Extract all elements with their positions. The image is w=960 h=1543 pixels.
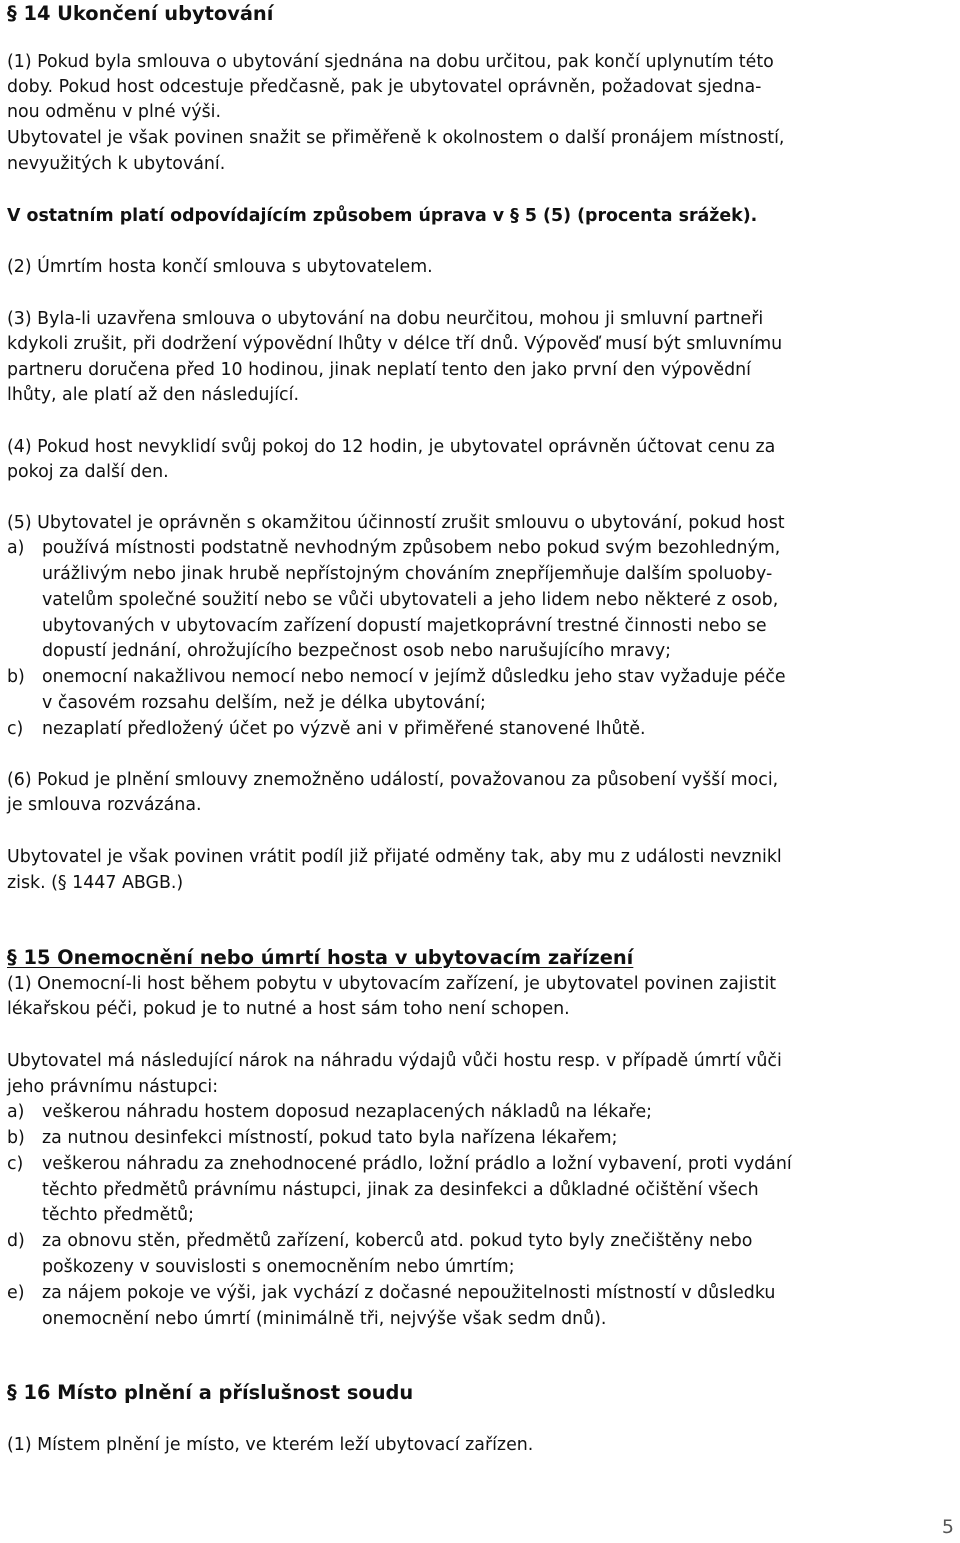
paragraph-line: (1) Onemocní-li host během pobytu v ubytovacím zařízení, je ubytovatel povinen zajistit [7, 974, 777, 994]
list-marker: b) [7, 1128, 25, 1148]
paragraph-line: je smlouva rozvázána. [7, 795, 202, 815]
paragraph-line: (2) Úmrtím hosta končí smlouva s ubytovatelem. [7, 257, 433, 277]
list-item-line: v časovém rozsahu delším, než je délka ubytování; [42, 693, 486, 713]
paragraph-line: (6) Pokud je plnění smlouvy znemožněno událostí, považovanou za působení vyšší moci, [7, 770, 779, 790]
paragraph-line: nou odměnu v plné výši. [7, 102, 222, 122]
page-number: 5 [941, 1516, 954, 1538]
list-item-line: veškerou náhradu za znehodnocené prádlo, ložní prádlo a ložní vybavení, proti vydání [42, 1154, 792, 1174]
list-marker: a) [7, 1102, 25, 1122]
list-item-line: za nájem pokoje ve výši, jak vychází z dočasné nepoužitelnosti místností v důsledku [42, 1283, 776, 1303]
paragraph-line-bold: V ostatním platí odpovídajícím způsobem úprava v § 5 (5) (procenta srážek). [7, 206, 758, 226]
list-item-line: za nutnou desinfekci místností, pokud tato byla nařízena lékařem; [42, 1128, 618, 1148]
list-marker: d) [7, 1231, 25, 1251]
list-marker: c) [7, 1154, 24, 1174]
list-marker: a) [7, 538, 25, 558]
paragraph-line: lhůty, ale platí až den následující. [7, 385, 299, 405]
list-marker: c) [7, 719, 24, 739]
paragraph-line: jeho právnímu nástupci: [7, 1077, 219, 1097]
list-marker: b) [7, 667, 25, 687]
paragraph-line: zisk. (§ 1447 ABGB.) [7, 873, 184, 893]
section-14-heading: § 14 Ukončení ubytování [7, 2, 274, 25]
paragraph-line: doby. Pokud host odcestuje předčasně, pak je ubytovatel oprávněn, požadovat sjedna- [7, 77, 762, 97]
list-item-line: těchto předmětů; [42, 1205, 194, 1225]
paragraph-line: nevyužitých k ubytování. [7, 154, 226, 174]
list-item-line: nezaplatí předložený účet po výzvě ani v přiměřené stanovené lhůtě. [42, 719, 646, 739]
list-item-line: používá místnosti podstatně nevhodným způsobem nebo pokud svým bezohledným, [42, 538, 781, 558]
paragraph-line: partneru doručena před 10 hodinou, jinak neplatí tento den jako první den výpovědní [7, 360, 751, 380]
list-item-line: onemocní nakažlivou nemocí nebo nemocí v jejímž důsledku jeho stav vyžaduje péče [42, 667, 786, 687]
paragraph-line: lékařskou péči, pokud je to nutné a host sám toho není schopen. [7, 999, 570, 1019]
paragraph-line: kdykoli zrušit, při dodržení výpovědní lhůty v délce tří dnů. Výpověď musí být smluvnímu [7, 334, 783, 354]
paragraph-line: Ubytovatel má následující nárok na náhradu výdajů vůči hostu resp. v případě úmrtí vůči [7, 1051, 782, 1071]
list-item-line: veškerou náhradu hostem doposud nezaplacených nákladů na lékaře; [42, 1102, 653, 1122]
list-item-line: za obnovu stěn, předmětů zařízení, koberců atd. pokud tyto byly znečištěny nebo [42, 1231, 753, 1251]
paragraph-line: (5) Ubytovatel je oprávněn s okamžitou účinností zrušit smlouvu o ubytování, pokud host [7, 513, 785, 533]
section-15-heading: § 15 Onemocnění nebo úmrtí hosta v ubytovacím zařízení [7, 946, 634, 969]
paragraph-line: Ubytovatel je však povinen snažit se přiměřeně k okolnostem o další pronájem místností, [7, 128, 785, 148]
paragraph-line: (4) Pokud host nevyklidí svůj pokoj do 12 hodin, je ubytovatel oprávněn účtovat cenu za [7, 437, 776, 457]
list-item-line: těchto předmětů právnímu nástupci, jinak za desinfekci a důkladné očištění všech [42, 1180, 759, 1200]
list-item-line: poškozeny v souvislosti s onemocněním nebo úmrtím; [42, 1257, 515, 1277]
paragraph-line: (1) Pokud byla smlouva o ubytování sjednána na dobu určitou, pak končí uplynutím této [7, 52, 774, 72]
paragraph-line: (3) Byla-li uzavřena smlouva o ubytování na dobu neurčitou, mohou ji smluvní partneři [7, 309, 764, 329]
list-item-line: onemocnění nebo úmrtí (minimálně tři, nejvýše však sedm dnů). [42, 1309, 607, 1329]
paragraph-line: (1) Místem plnění je místo, ve kterém leží ubytovací zařízen. [7, 1435, 534, 1455]
list-marker: e) [7, 1283, 25, 1303]
list-item-line: dopustí jednání, ohrožujícího bezpečnost osob nebo narušujícího mravy; [42, 641, 672, 661]
list-item-line: vatelům společné soužití nebo se vůči ubytovateli a jeho lidem nebo některé z osob, [42, 590, 779, 610]
paragraph-line: Ubytovatel je však povinen vrátit podíl již přijaté odměny tak, aby mu z události nevznikl [7, 847, 782, 867]
list-item-line: ubytovaných v ubytovacím zařízení dopustí majetkoprávní trestné činnosti nebo se [42, 616, 767, 636]
paragraph-line: pokoj za další den. [7, 462, 169, 482]
list-item-line: urážlivým nebo jinak hrubě nepřístojným chováním znepříjemňuje dalším spoluoby- [42, 564, 773, 584]
section-16-heading: § 16 Místo plnění a příslušnost soudu [7, 1381, 414, 1404]
